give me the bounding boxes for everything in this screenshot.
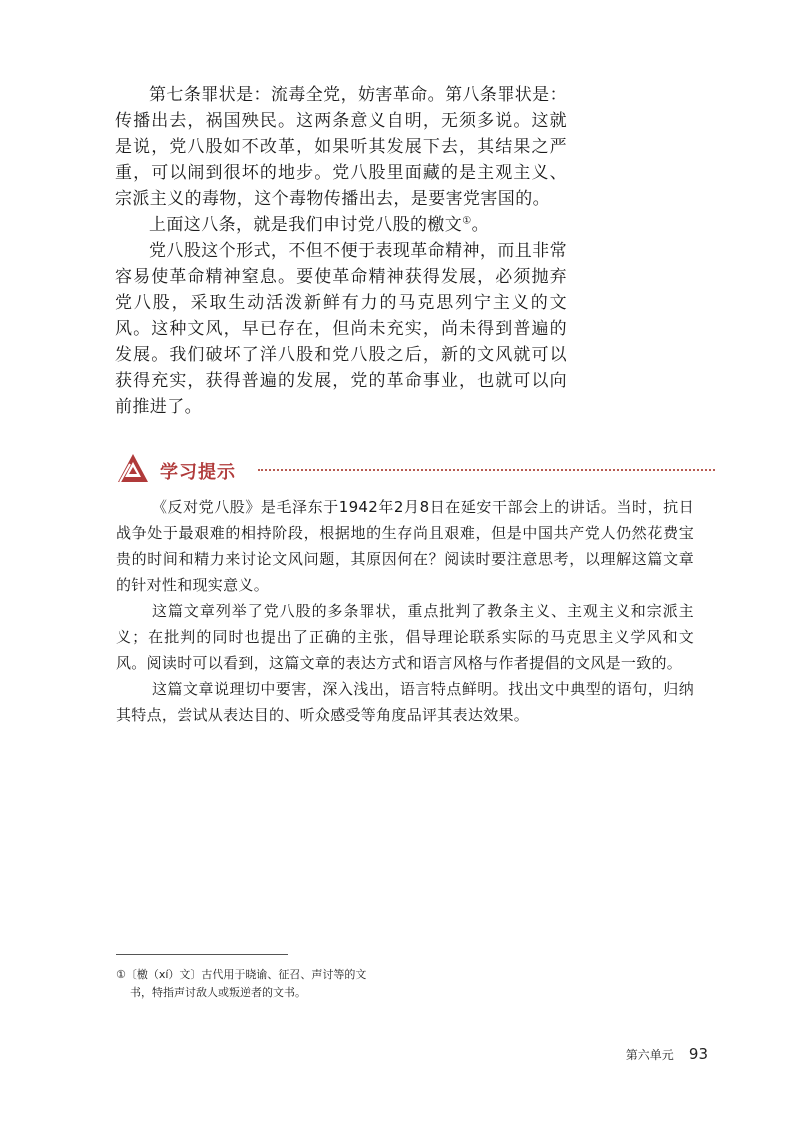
page-number: 93 [688, 1045, 708, 1063]
footnote [116, 966, 406, 1002]
paragraph: 党八股这个形式，不但不便于表现革命精神，而且非常容易使革命精神窒息。要使革命精神获得发展，必须抛弃党八股，采取生动活泼新鲜有力的马克思列宁主义的文风。这种文风，早已存在，但尚未充实，尚未得到普遍的发展。我们破坏了洋八股和党八股之后，新的文风就可以获得充实，获得普遍的发展，党的革命事业，也就可以向前推进了。 [115, 241, 567, 417]
paragraph: 第七条罪状是：流毒全党，妨害革命。第八条罪状是：传播出去，祸国殃民。这两条意义自明，无须多说。这就是说，党八股如不改革，如果听其发展下去，其结果之严重，可以闹到很坏的地步。党八股里面藏的是主观主义、宗派主义的毒物，这个毒物传播出去，是要害党害国的。 [115, 85, 567, 209]
main-text [115, 82, 567, 420]
footnote-rule [116, 954, 288, 955]
unit-label: 第六单元 [625, 1048, 674, 1062]
period: 。 [471, 215, 489, 235]
footnote-line: ①〔檄（xí）文〕古代用于晓谕、征召、声讨等的文 [116, 968, 367, 981]
tip-paragraph: 这篇文章列举了党八股的多条罪状，重点批判了教条主义、主观主义和宗派主义；在批判的同时也提出了正确的主张，倡导理论联系实际的马克思主义学风和文风。阅读时可以看到，这篇文章的表达方式和语言风格与作者提倡的文风是一致的。 [116, 602, 694, 672]
tip-paragraph: 这篇文章说理切中要害，深入浅出，语言特点鲜明。找出文中典型的语句，归纳其特点，尝试从表达目的、听众感受等角度品评其表达效果。 [116, 680, 694, 724]
paragraph-text: 上面这八条，就是我们申讨党八股的檄文 [149, 215, 463, 235]
study-tip-header [116, 452, 716, 488]
study-tip-text [116, 494, 694, 728]
dotted-divider [258, 469, 715, 471]
tip-paragraph: 《反对党八股》是毛泽东于1942年2月8日在延安干部会上的讲话。当时，抗日战争处于最艰难的相持阶段，根据地的生存尚且艰难，但是中国共产党人仍然花费宝贵的时间和精力来讨论文风问题，其原因何在？阅读时要注意思考，以理解这篇文章的针对性和现实意义。 [116, 498, 694, 594]
paragraph [115, 212, 567, 238]
footnote-ref[interactable]: ① [462, 215, 472, 227]
study-tip-title: 学习提示 [160, 462, 236, 483]
footnote-line: 书，特指声讨敌人或叛逆者的文书。 [130, 986, 306, 999]
study-tip-icon [116, 452, 150, 486]
page-footer [626, 1044, 708, 1063]
